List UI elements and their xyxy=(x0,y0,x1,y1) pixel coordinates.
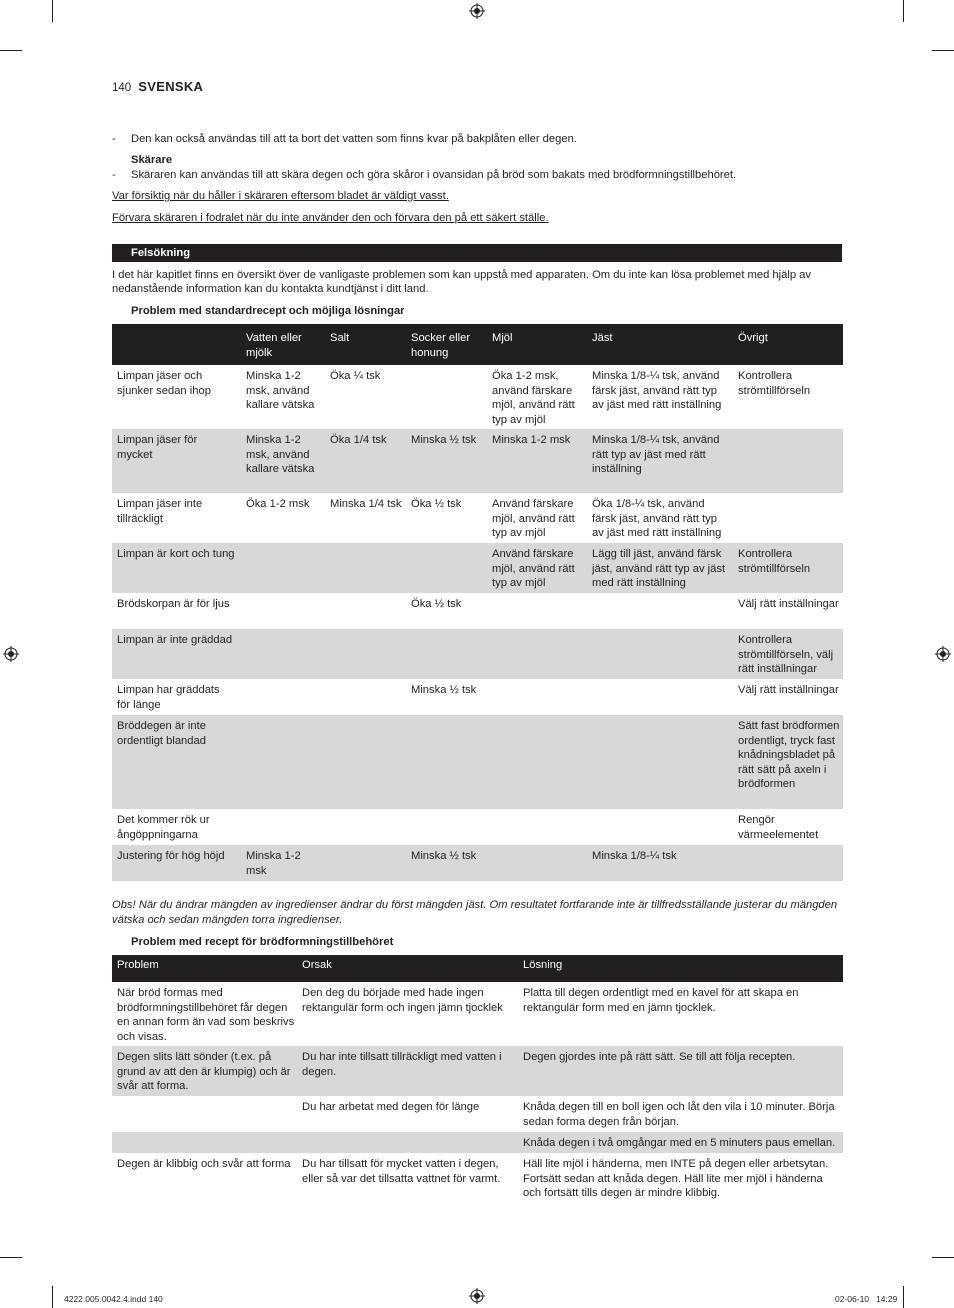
bullet-dash: - xyxy=(112,169,116,181)
table-cell: Öka ½ tsk xyxy=(411,598,462,610)
table-cell: Du har tillsatt för mycket vatten i degen, eller så var det tillsatta vattnet för varmt. xyxy=(302,1158,501,1185)
crop-mark xyxy=(903,1286,904,1308)
table-cell: Sätt fast brödformen ordentligt, tryck fast knådningsbladet på rätt sätt på axeln i brödformen xyxy=(738,720,840,790)
table-row xyxy=(112,1153,843,1209)
standard-recipe-table xyxy=(112,324,843,881)
table-row xyxy=(112,593,843,629)
table-row xyxy=(112,429,843,493)
table-cell: Limpan jäser inte tillräckligt xyxy=(117,498,203,525)
table-cell: Det kommer rök ur ångöppningarna xyxy=(117,814,210,841)
table-cell: Öka 1/8-¼ tsk, använd färsk jäst, använd rätt typ av jäst med rätt inställning xyxy=(592,498,722,539)
footer-time: 14:29 xyxy=(876,1294,898,1304)
table-cell: Knåda degen i två omgångar med en 5 minuters paus emellan. xyxy=(523,1137,836,1149)
table-cell: Bröddegen är inte ordentligt blandad xyxy=(117,720,206,747)
footer-file-info: 4222.005.0042.4.indd 140 xyxy=(64,1294,163,1304)
table1-title: Problem med standardrecept och möjliga lösningar xyxy=(131,305,405,317)
table-cell: Häll lite mjöl i händerna, men INTE på degen eller arbetsytan. Fortsätt sedan att knåda degen. Häll lite mer mjöl i händerna och fortsätt tills degen är mindre klibbig. xyxy=(523,1158,829,1199)
table-cell: Minska 1/8-¼ tsk xyxy=(592,850,677,862)
table-cell: Rengör värmeelementet xyxy=(738,814,819,841)
language-label: SVENSKA xyxy=(138,79,204,94)
table-cell: Välj rätt inställningar xyxy=(738,684,839,696)
table-header-cell: Orsak xyxy=(302,959,332,971)
section-intro-line-1: I det här kapitlet finns en översikt över de vanligaste problemen som kan uppstå med apparaten. Om du inte kan lösa problemet med hjälp av xyxy=(112,269,811,281)
table-cell: Limpan är inte gräddad xyxy=(117,634,233,646)
table-cell: Välj rätt inställningar xyxy=(738,598,839,610)
crop-mark xyxy=(52,1286,53,1308)
table-row xyxy=(112,493,843,543)
table-cell: Minska 1-2 msk xyxy=(246,850,301,877)
registration-mark-icon xyxy=(3,646,19,662)
table-row xyxy=(112,1096,843,1132)
table-row xyxy=(112,365,843,429)
table-cell: Limpan är kort och tung xyxy=(117,548,235,560)
cutter-bullet: Skäraren kan användas till att skära degen och göra skåror i ovansidan på bröd som bakats med brödformningstillbehöret. xyxy=(131,169,737,181)
crop-mark xyxy=(0,1257,22,1258)
crop-mark xyxy=(932,50,954,51)
table-cell: Minska 1/4 tsk xyxy=(330,498,402,510)
table-cell: Kontrollera strömtillförseln xyxy=(738,548,811,575)
crop-mark xyxy=(52,0,53,22)
table-row xyxy=(112,1046,843,1096)
table-cell: Den deg du började med hade ingen rektangulär form och ingen jämn tjocklek xyxy=(302,987,503,1014)
table-cell: Knåda degen till en boll igen och låt den vila i 10 minuter. Börja sedan forma degen från början. xyxy=(523,1101,835,1128)
table-cell: Brödskorpan är för ljus xyxy=(117,598,230,610)
table-header-row xyxy=(112,324,843,365)
table-cell: Degen gjordes inte på rätt sätt. Se till att följa recepten. xyxy=(523,1051,796,1063)
table-header-cell: Lösning xyxy=(523,959,563,971)
table-cell: Öka 1-2 msk xyxy=(246,498,310,510)
bullet-dash: - xyxy=(112,133,116,145)
table-cell: Du har arbetat med degen för länge xyxy=(302,1101,480,1113)
table-cell: Kontrollera strömtillförseln, välj rätt inställningar xyxy=(738,634,834,675)
table-row xyxy=(112,543,843,593)
table-header-cell: Problem xyxy=(117,959,159,971)
table-cell: Öka 1-2 msk, använd färskare mjöl, använd rätt typ av mjöl xyxy=(492,370,575,426)
table-cell: Degen är klibbig och svår att forma xyxy=(117,1158,291,1170)
table-cell: Platta till degen ordentligt med en kavel för att skapa en rektangulär form med en jämn tjocklek. xyxy=(523,987,799,1014)
table-cell: Minska ½ tsk xyxy=(411,434,477,446)
crop-mark xyxy=(903,0,904,22)
page-number: 140 xyxy=(112,82,132,94)
registration-mark-icon xyxy=(469,1288,485,1304)
table-cell: Minska 1-2 msk, använd kallare vätska xyxy=(246,370,315,411)
crop-mark xyxy=(932,1257,954,1258)
cutter-title: Skärare xyxy=(131,154,173,166)
registration-mark-icon xyxy=(935,646,951,662)
cutter-warning-2: Förvara skäraren i fodralet när du inte använder den och förvara den på ett säkert ställe. xyxy=(112,212,549,224)
table-cell: Limpan jäser och sjunker sedan ihop xyxy=(117,370,211,397)
table-cell: Minska 1-2 msk xyxy=(492,434,571,446)
obs-note: Obs! När du ändrar mängden av ingredienser ändrar du först mängden jäst. Om resultatet fortfarande inte är tillfredsställande justerar du mängden vätska och sedan mängden torra ingredienser. xyxy=(112,899,838,926)
shaping-accessory-table xyxy=(112,955,843,1209)
registration-mark-icon xyxy=(469,3,485,19)
table-row xyxy=(112,715,843,809)
table-header-cell: Socker eller honung xyxy=(411,332,471,359)
table-cell: Limpan har gräddats för länge xyxy=(117,684,220,711)
table-header-cell: Jäst xyxy=(592,332,613,344)
table-row xyxy=(112,679,843,715)
section-intro-line-2: nedanstående information kan du kontakta kundtjänst i ditt land. xyxy=(112,283,429,295)
table-cell: Minska 1/8-¼ tsk, använd rätt typ av jäst med rätt inställning xyxy=(592,434,720,475)
table-cell: Använd färskare mjöl, använd rätt typ av mjöl xyxy=(492,498,575,539)
table-cell: Du har inte tillsatt tillräckligt med vatten i degen. xyxy=(302,1051,502,1078)
cutter-warning-1: Var försiktig när du håller i skäraren eftersom bladet är väldigt vasst. xyxy=(112,190,449,202)
section-heading-bar xyxy=(112,244,842,262)
crop-mark xyxy=(0,50,22,51)
table-row xyxy=(112,809,843,845)
table-cell: Öka 1/4 tsk xyxy=(330,434,387,446)
table-row xyxy=(112,982,843,1046)
table-cell: Minska ½ tsk xyxy=(411,684,477,696)
table-header-row xyxy=(112,955,843,982)
running-header xyxy=(112,80,203,96)
table-cell: Degen slits lätt sönder (t.ex. på grund av att den är klumpig) och är svår att forma. xyxy=(117,1051,291,1092)
table-header-cell: Mjöl xyxy=(492,332,513,344)
table-cell: Öka ½ tsk xyxy=(411,498,462,510)
table-cell: Limpan jäser för mycket xyxy=(117,434,198,461)
table-header-cell: Vatten eller mjölk xyxy=(246,332,302,359)
table-row xyxy=(112,1132,843,1153)
intro-bullet: Den kan också användas till att ta bort det vatten som finns kvar på bakplåten eller degen. xyxy=(131,133,577,145)
table-cell: Minska 1/8-¼ tsk, använd färsk jäst, använd rätt typ av jäst med rätt inställning xyxy=(592,370,722,411)
table-cell: Minska ½ tsk xyxy=(411,850,477,862)
table2-title: Problem med recept för brödformningstillbehöret xyxy=(131,936,394,948)
footer-date: 02-06-10 xyxy=(835,1294,870,1304)
table-cell: Kontrollera strömtillförseln xyxy=(738,370,811,397)
table-row xyxy=(112,629,843,679)
table-row xyxy=(112,845,843,881)
table-cell: Öka ¼ tsk xyxy=(330,370,381,382)
table-cell: Minska 1-2 msk, använd kallare vätska xyxy=(246,434,315,475)
table-cell: Justering för hög höjd xyxy=(117,850,225,862)
table-cell: Använd färskare mjöl, använd rätt typ av mjöl xyxy=(492,548,575,589)
table-header-cell: Salt xyxy=(330,332,350,344)
table-cell: Lägg till jäst, använd färsk jäst, använd rätt typ av jäst med rätt inställning xyxy=(592,548,726,589)
section-title: Felsökning xyxy=(131,247,191,259)
table-cell: När bröd formas med brödformningstillbehöret får degen en annan form än vad som beskrivs och visas. xyxy=(117,987,295,1043)
table-header-cell: Övrigt xyxy=(738,332,768,344)
